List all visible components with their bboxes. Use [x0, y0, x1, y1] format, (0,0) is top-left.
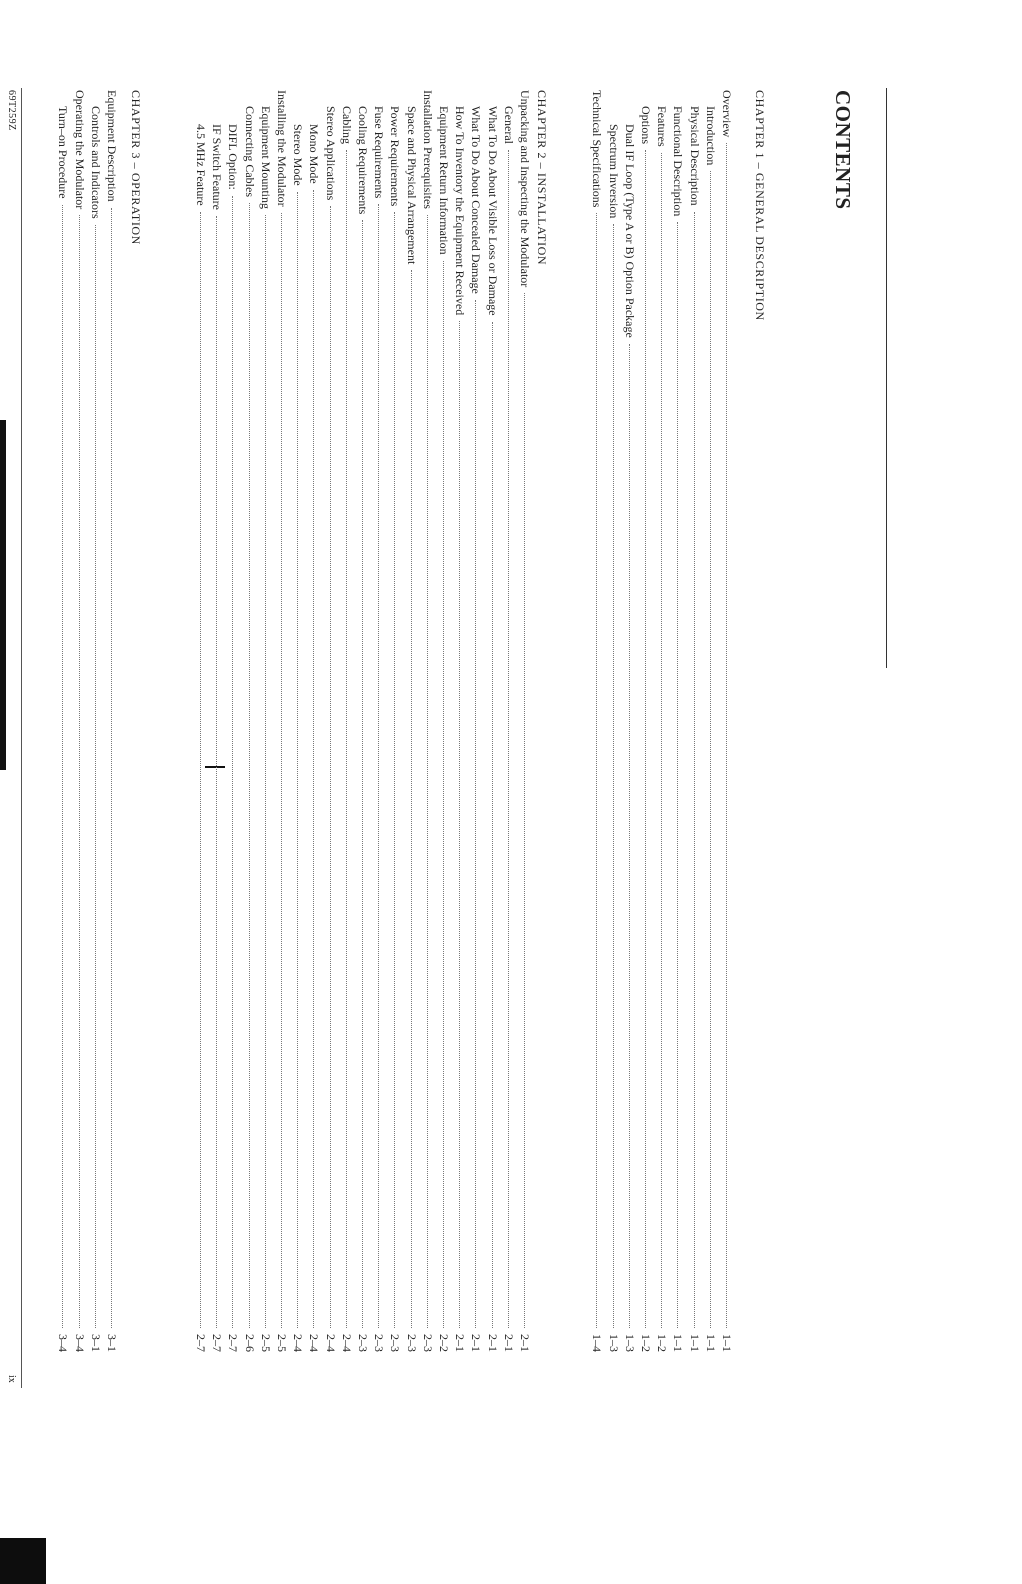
toc-entry[interactable] — [687, 90, 703, 1390]
toc-entry-page: 2–1 — [518, 1334, 532, 1352]
toc-entry[interactable] — [638, 90, 654, 1390]
toc-entry-page: 2–4 — [323, 1334, 338, 1352]
dot-leader — [492, 322, 493, 1328]
toc-entry[interactable] — [323, 90, 339, 1390]
dot-leader — [475, 300, 476, 1328]
scan-edge-shadow — [0, 420, 6, 770]
toc-entry-page: 1–1 — [671, 1334, 686, 1352]
toc-entry-page: 1–3 — [606, 1334, 621, 1352]
toc-entry[interactable] — [468, 90, 484, 1390]
toc-entry-label: Installing the Modulator — [275, 90, 289, 207]
toc-entry-label: Overview — [720, 90, 734, 138]
footer-rule — [21, 88, 22, 1388]
toc-entry-label: Space and Physical Arrangement — [404, 106, 419, 265]
dot-leader — [459, 321, 460, 1328]
toc-entry[interactable] — [485, 90, 501, 1390]
toc-entry[interactable] — [339, 90, 355, 1390]
toc-entry[interactable] — [290, 90, 306, 1390]
dot-leader — [629, 344, 630, 1328]
footer-document-code: 69T259Z — [6, 90, 17, 131]
toc-entry[interactable] — [193, 90, 209, 1390]
toc-entry[interactable] — [670, 90, 686, 1390]
toc-entry[interactable] — [306, 90, 322, 1390]
toc-entry-page: 3–4 — [72, 1334, 87, 1352]
toc-entry-label: Spectrum Inversion — [606, 124, 621, 219]
toc-entry-label: DIFL Option: — [226, 124, 241, 190]
dot-leader — [216, 216, 217, 1328]
toc-entry-label: Equipment Description — [105, 90, 119, 202]
page-title: CONTENTS — [831, 90, 855, 210]
toc-entry[interactable] — [501, 90, 517, 1390]
toc-entry-label: IF Switch Feature — [210, 124, 225, 210]
toc-entry-label: Cabling — [339, 106, 354, 144]
toc-entry-label: Turn–on Procedure — [56, 106, 71, 199]
dot-leader — [427, 215, 428, 1328]
dot-leader — [362, 220, 363, 1328]
toc-entry[interactable] — [104, 90, 120, 1390]
dot-leader — [661, 153, 662, 1328]
toc-entry-label: Technical Specifications — [590, 90, 605, 208]
toc-entry-label: What To Do About Concealed Damage — [469, 106, 484, 294]
header-rule — [886, 88, 887, 668]
toc-entry-page: 1–2 — [639, 1334, 653, 1352]
toc-entry-page: 2–2 — [437, 1334, 451, 1352]
toc-entry-label: Fuse Requirements — [372, 106, 387, 199]
dot-leader — [200, 212, 201, 1328]
toc-entry-page: 2–3 — [372, 1334, 387, 1352]
rotated-page — [6, 0, 975, 1584]
toc-entry-page: 2–1 — [485, 1334, 500, 1352]
toc-entry-label: Functional Description — [671, 106, 686, 217]
scan-corner-block — [0, 1538, 46, 1584]
chapter-heading: CHAPTER 3 – OPERATION — [129, 90, 143, 245]
dot-leader — [613, 224, 614, 1328]
toc-entry-page: 3–1 — [88, 1334, 103, 1352]
toc-entry-label: Features — [655, 106, 670, 147]
toc-entry-label: Connecting Cables — [242, 106, 257, 197]
toc-entry-label: How To Inventory the Equipment Received — [453, 106, 468, 316]
toc-entry-page: 2–1 — [469, 1334, 484, 1352]
toc-entry-label: Equipment Return Information — [437, 106, 451, 255]
toc-entry-page: 1–2 — [655, 1334, 670, 1352]
toc-entry-label: Mono Mode — [307, 124, 322, 184]
toc-entry[interactable] — [703, 90, 719, 1390]
dot-leader — [232, 196, 233, 1328]
toc-entry-page: 2–1 — [501, 1334, 516, 1352]
toc-entry-page: 1–1 — [687, 1334, 702, 1352]
toc-entry[interactable] — [88, 90, 104, 1390]
toc-entry-label: Unpacking and Inspecting the Modulator — [518, 90, 532, 288]
toc-entry-label: Operating the Modulator — [72, 90, 87, 210]
toc-entry[interactable] — [371, 90, 387, 1390]
dot-leader — [313, 190, 314, 1328]
toc-entry[interactable] — [517, 90, 533, 1390]
toc-entry-label: Options — [639, 106, 653, 145]
dot-leader — [346, 150, 347, 1328]
dot-leader — [645, 150, 646, 1328]
toc-entry-label: Equipment Mounting — [258, 106, 273, 209]
toc-entry[interactable] — [72, 90, 88, 1390]
toc-entry-page: 2–5 — [258, 1334, 273, 1352]
toc-entry-page: 1–1 — [703, 1334, 718, 1352]
toc-entry[interactable] — [242, 90, 258, 1390]
toc-entry[interactable] — [420, 90, 436, 1390]
toc-entry-page: 1–4 — [590, 1334, 605, 1352]
footer-page-number: ix — [6, 1375, 17, 1383]
toc-entry-label: Dual IF Loop (Type A or B) Option Package — [622, 124, 637, 338]
toc-entry-page: 1–1 — [720, 1334, 734, 1352]
dot-leader — [677, 222, 678, 1328]
toc-entry[interactable] — [622, 90, 638, 1390]
toc-entry-label: 4.5 MHz Feature — [194, 124, 208, 206]
toc-entry[interactable] — [436, 90, 452, 1390]
toc-entry-label: Introduction — [703, 106, 718, 166]
toc-entry-label: Physical Description — [687, 106, 702, 206]
chapter-heading: CHAPTER 2 – INSTALLATION — [535, 90, 549, 266]
toc-entry-label: Stereo Applications — [323, 106, 338, 201]
toc-entry[interactable] — [719, 90, 735, 1390]
toc-entry[interactable] — [606, 90, 622, 1390]
toc-entry[interactable] — [55, 90, 71, 1390]
toc-entry-label: Controls and Indicators — [88, 106, 103, 219]
toc-entry-page: 2–6 — [242, 1334, 257, 1352]
chapter-heading: CHAPTER 1 – GENERAL DESCRIPTION — [753, 90, 767, 321]
toc-entry-page: 2–4 — [307, 1334, 322, 1352]
toc-entry-page: 2–7 — [226, 1334, 241, 1352]
toc-entry[interactable] — [387, 90, 403, 1390]
toc-entry-label: General — [501, 106, 516, 144]
dot-leader — [726, 143, 727, 1328]
dot-leader — [297, 192, 298, 1328]
dot-leader — [508, 150, 509, 1328]
toc-entry-label: What To Do About Visible Loss or Damage — [485, 106, 500, 316]
dot-leader — [411, 270, 412, 1328]
dot-leader — [249, 203, 250, 1328]
toc-entry-page: 2–3 — [404, 1334, 419, 1352]
toc-entry-label: Cooling Requirements — [356, 106, 370, 215]
dot-leader — [443, 261, 444, 1328]
toc-entry-page: 3–4 — [56, 1334, 71, 1352]
dot-leader — [62, 205, 63, 1328]
dot-leader — [694, 212, 695, 1328]
toc-entry-label: Stereo Mode — [291, 124, 306, 186]
toc-entry[interactable] — [404, 90, 420, 1390]
dot-leader — [265, 215, 266, 1328]
toc-entry-page: 2–7 — [194, 1334, 208, 1352]
dot-leader — [95, 225, 96, 1328]
dot-leader — [596, 213, 597, 1328]
toc-entry-page: 2–5 — [275, 1334, 289, 1352]
toc-entry[interactable] — [225, 90, 241, 1390]
toc-entry-page: 2–3 — [420, 1334, 435, 1352]
toc-entry[interactable] — [589, 90, 605, 1390]
toc-entry[interactable] — [258, 90, 274, 1390]
dot-leader — [378, 204, 379, 1328]
toc-entry[interactable] — [355, 90, 371, 1390]
dot-leader — [394, 212, 395, 1328]
toc-entry-page: 2–3 — [356, 1334, 370, 1352]
toc-entry-label: Installation Prerequisites — [420, 90, 435, 209]
toc-entry-page: 2–4 — [339, 1334, 354, 1352]
toc-entry-page: 2–3 — [388, 1334, 403, 1352]
dot-leader — [111, 208, 112, 1328]
toc-entry[interactable] — [209, 90, 225, 1390]
toc-entry-page: 2–4 — [291, 1334, 306, 1352]
dot-leader — [281, 213, 282, 1328]
dot-leader — [330, 206, 331, 1328]
dot-leader — [710, 171, 711, 1328]
toc-entry[interactable] — [274, 90, 290, 1390]
toc-entry-page: 1–3 — [622, 1334, 637, 1352]
toc-entry-page: 3–1 — [105, 1334, 119, 1352]
toc-entry[interactable] — [654, 90, 670, 1390]
toc-entry-page: 2–1 — [453, 1334, 468, 1352]
toc-entry-page: 2–7 — [210, 1334, 225, 1352]
toc-entry[interactable] — [452, 90, 468, 1390]
toc-entry-label: Power Requirements — [388, 106, 403, 207]
dot-leader — [79, 215, 80, 1328]
dot-leader — [524, 293, 525, 1328]
